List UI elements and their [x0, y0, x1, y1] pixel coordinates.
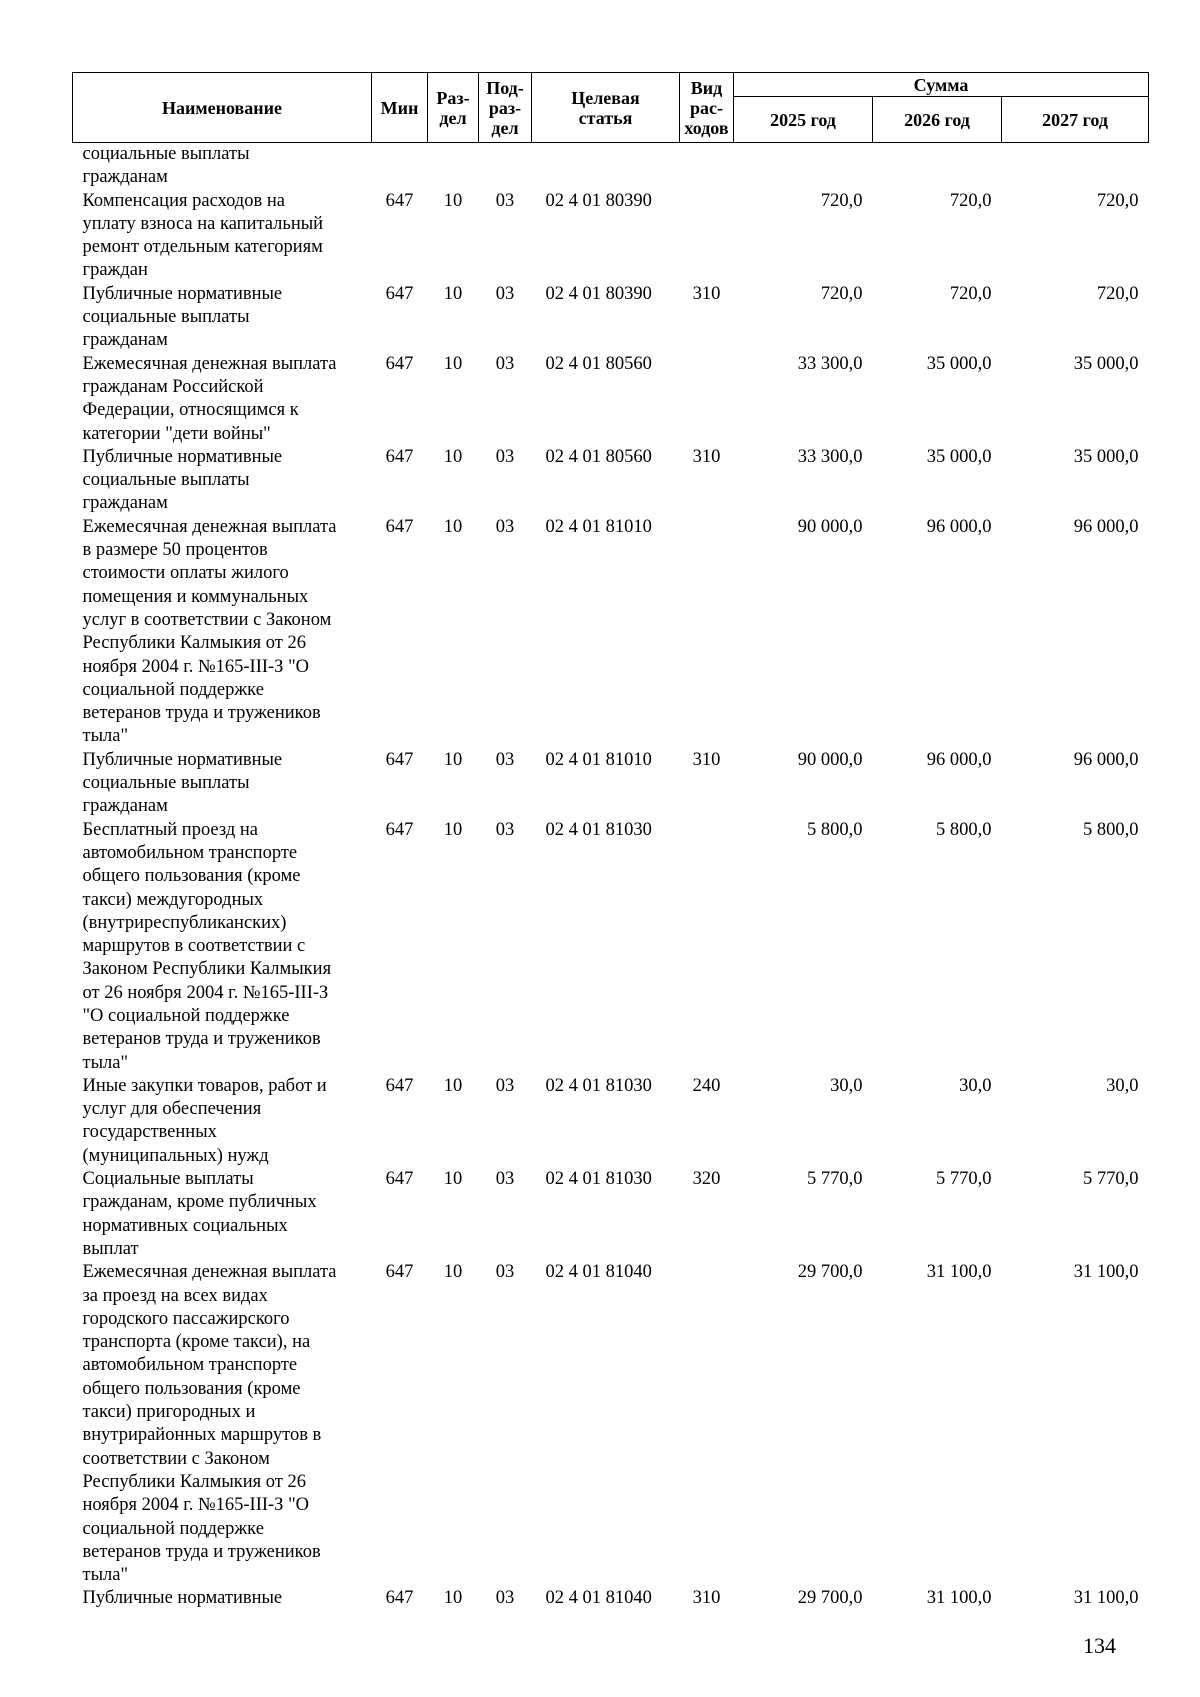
name-cell — [73, 749, 372, 819]
min-cell: 647 — [385, 819, 414, 840]
name-line: гражданам, кроме публичных — [82, 1192, 317, 1213]
name-line: такси) пригородных и — [82, 1402, 256, 1423]
vid-cell — [680, 143, 734, 190]
table-row — [73, 283, 1149, 353]
sum-2026-cell: 30,0 — [959, 1075, 992, 1096]
name-line: Республики Калмыкия от 26 — [82, 633, 307, 654]
sum-2026-cell: 31 100,0 — [926, 1588, 992, 1609]
min-cell: 647 — [385, 283, 414, 304]
name-line: городского пассажирского — [82, 1308, 290, 1329]
header-name: Наименование — [73, 73, 372, 143]
vid-cell — [680, 516, 734, 749]
name-line: (внутриреспубликанских) — [82, 912, 287, 933]
name-line: социальные выплаты — [82, 307, 250, 328]
name-cell — [73, 516, 372, 749]
target-cell: 02 4 01 81010 — [545, 749, 652, 770]
name-line: автомобильном транспорте — [82, 1355, 298, 1376]
name-line: государственных — [82, 1122, 217, 1143]
name-line: услуг для обеспечения — [82, 1099, 262, 1120]
vid-cell — [680, 819, 734, 1075]
sum-2026-cell: 720,0 — [949, 283, 992, 304]
name-cell — [73, 1168, 372, 1261]
podrazdel-cell: 03 — [495, 1262, 515, 1283]
budget-table — [72, 72, 1149, 1611]
podrazdel-cell: 03 — [495, 516, 515, 537]
target-cell: 02 4 01 81030 — [545, 1169, 652, 1190]
vid-cell: 240 — [692, 1075, 721, 1096]
razdel-cell — [428, 143, 479, 190]
page-number: 134 — [1083, 1633, 1116, 1658]
target-cell — [532, 143, 680, 190]
name-line: ноября 2004 г. №165-III-З "О — [82, 1495, 309, 1516]
name-cell — [73, 143, 372, 190]
podrazdel-cell: 03 — [495, 353, 515, 374]
name-line: ветеранов труда и тружеников — [82, 703, 321, 724]
table-row — [73, 819, 1149, 1075]
name-line: за проезд на всех видах — [82, 1285, 268, 1306]
name-line: тыла" — [82, 1052, 129, 1073]
sum-2026-cell: 5 800,0 — [936, 819, 992, 840]
target-cell: 02 4 01 81010 — [545, 516, 652, 537]
name-line: автомобильном транспорте — [82, 842, 298, 863]
name-line: Ежемесячная денежная выплата — [82, 516, 337, 537]
name-line: категории "дети войны" — [82, 423, 271, 444]
sum-2025-cell: 33 300,0 — [797, 353, 863, 374]
table-row — [73, 516, 1149, 749]
sum-2026-cell: 720,0 — [949, 190, 992, 211]
razdel-cell: 10 — [443, 1075, 463, 1096]
razdel-cell: 10 — [443, 1262, 463, 1283]
target-cell: 02 4 01 81030 — [545, 819, 652, 840]
vid-cell: 310 — [692, 446, 721, 467]
razdel-cell: 10 — [443, 819, 463, 840]
sum-2027-cell: 35 000,0 — [1073, 353, 1139, 374]
name-line: Законом Республики Калмыкия — [82, 959, 332, 980]
sum-2025-cell: 33 300,0 — [797, 446, 863, 467]
name-line: ветеранов труда и тружеников — [82, 1541, 321, 1562]
name-line: гражданам — [82, 796, 168, 817]
min-cell: 647 — [385, 516, 414, 537]
podrazdel-cell: 03 — [495, 749, 515, 770]
name-line: Ежемесячная денежная выплата — [82, 1262, 337, 1283]
sum-2026-cell — [873, 143, 1002, 190]
name-cell — [73, 190, 372, 283]
target-cell: 02 4 01 80560 — [545, 446, 652, 467]
razdel-cell: 10 — [443, 446, 463, 467]
min-cell — [372, 143, 428, 190]
name-line: Публичные нормативные — [82, 446, 283, 467]
name-cell — [73, 353, 372, 446]
sum-2025-cell: 5 800,0 — [807, 819, 863, 840]
sum-2027-cell: 720,0 — [1096, 190, 1139, 211]
header-podrazdel: Под- раз- дел — [479, 73, 532, 143]
header-min: Мин — [372, 73, 428, 143]
name-line: от 26 ноября 2004 г. №165-III-З — [82, 982, 329, 1003]
name-line: социальные выплаты — [82, 470, 250, 491]
header-summa: Сумма — [734, 73, 1149, 97]
vid-cell — [680, 1261, 734, 1587]
podrazdel-cell: 03 — [495, 283, 515, 304]
table-row — [73, 1261, 1149, 1587]
name-line: Публичные нормативные — [82, 1588, 283, 1609]
name-line: Публичные нормативные — [82, 283, 283, 304]
name-line: уплату взноса на капитальный — [82, 213, 324, 234]
name-line: ветеранов труда и тружеников — [82, 1029, 321, 1050]
name-line: социальные выплаты — [82, 773, 250, 794]
min-cell: 647 — [385, 1262, 414, 1283]
table-row — [73, 1587, 1149, 1610]
target-cell: 02 4 01 81030 — [545, 1075, 652, 1096]
podrazdel-cell — [479, 143, 532, 190]
sum-2026-cell: 31 100,0 — [926, 1262, 992, 1283]
sum-2025-cell: 29 700,0 — [797, 1262, 863, 1283]
min-cell: 647 — [385, 1075, 414, 1096]
table-row — [73, 749, 1149, 819]
sum-2026-cell: 96 000,0 — [926, 516, 992, 537]
name-line: гражданам — [82, 330, 168, 351]
sum-2025-cell — [734, 143, 873, 190]
razdel-cell: 10 — [443, 353, 463, 374]
name-cell — [73, 446, 372, 516]
sum-2026-cell: 5 770,0 — [936, 1169, 992, 1190]
min-cell: 647 — [385, 190, 414, 211]
name-line: выплат — [82, 1238, 139, 1259]
name-line: Республики Калмыкия от 26 — [82, 1471, 307, 1492]
min-cell: 647 — [385, 1588, 414, 1609]
name-line: внутрирайонных маршрутов в — [82, 1425, 322, 1446]
name-line: стоимости оплаты жилого — [82, 563, 289, 584]
name-line: ноября 2004 г. №165-III-З "О — [82, 656, 309, 677]
table-header — [73, 73, 1149, 143]
name-line: Ежемесячная денежная выплата — [82, 353, 337, 374]
name-cell — [73, 283, 372, 353]
sum-2027-cell: 5 800,0 — [1083, 819, 1139, 840]
sum-2027-cell — [1002, 143, 1149, 190]
razdel-cell: 10 — [443, 283, 463, 304]
razdel-cell: 10 — [443, 516, 463, 537]
name-line: Бесплатный проезд на — [82, 819, 258, 840]
name-line: такси) междугородных — [82, 889, 264, 910]
podrazdel-cell: 03 — [495, 1588, 515, 1609]
target-cell: 02 4 01 81040 — [545, 1262, 652, 1283]
name-cell — [73, 1075, 372, 1168]
sum-2025-cell: 5 770,0 — [807, 1169, 863, 1190]
table-row — [73, 353, 1149, 446]
name-line: нормативных социальных — [82, 1215, 288, 1236]
name-line: социальной поддержке — [82, 1518, 264, 1539]
table-row — [73, 446, 1149, 516]
sum-2026-cell: 35 000,0 — [926, 353, 992, 374]
name-line: социальные выплаты — [82, 144, 250, 164]
vid-cell: 310 — [692, 749, 721, 770]
sum-2027-cell: 720,0 — [1096, 283, 1139, 304]
vid-cell: 320 — [692, 1169, 721, 1190]
vid-cell: 310 — [692, 1588, 721, 1609]
name-line: граждан — [82, 260, 148, 281]
vid-cell — [680, 190, 734, 283]
name-line: Социальные выплаты — [82, 1169, 254, 1190]
header-razdel: Раз- дел — [428, 73, 479, 143]
sum-2026-cell: 96 000,0 — [926, 749, 992, 770]
name-line: Федерации, относящимся к — [82, 400, 299, 421]
target-cell: 02 4 01 80390 — [545, 283, 652, 304]
podrazdel-cell: 03 — [495, 446, 515, 467]
name-line: общего пользования (кроме — [82, 1378, 301, 1399]
podrazdel-cell: 03 — [495, 819, 515, 840]
name-line: в размере 50 процентов — [82, 540, 268, 561]
header-2027: 2027 год — [1002, 97, 1149, 143]
target-cell: 02 4 01 80390 — [545, 190, 652, 211]
name-cell — [73, 1261, 372, 1587]
sum-2025-cell: 90 000,0 — [797, 749, 863, 770]
name-line: тыла" — [82, 1565, 129, 1586]
razdel-cell: 10 — [443, 1588, 463, 1609]
sum-2025-cell: 30,0 — [830, 1075, 863, 1096]
header-vid: Вид рас- ходов — [680, 73, 734, 143]
name-cell — [73, 819, 372, 1075]
sum-2025-cell: 720,0 — [820, 190, 863, 211]
name-line: соответствии с Законом — [82, 1448, 270, 1469]
sum-2025-cell: 720,0 — [820, 283, 863, 304]
min-cell: 647 — [385, 446, 414, 467]
name-line: гражданам Российской — [82, 376, 264, 397]
table-body — [73, 143, 1149, 1611]
name-line: Публичные нормативные — [82, 749, 283, 770]
sum-2025-cell: 90 000,0 — [797, 516, 863, 537]
target-cell: 02 4 01 80560 — [545, 353, 652, 374]
table-row — [73, 1168, 1149, 1261]
sum-2026-cell: 35 000,0 — [926, 446, 992, 467]
name-line: Компенсация расходов на — [82, 190, 285, 211]
min-cell: 647 — [385, 353, 414, 374]
table-row — [73, 190, 1149, 283]
header-target: Целевая статья — [532, 73, 680, 143]
razdel-cell: 10 — [443, 749, 463, 770]
name-line: услуг в соответствии с Законом — [82, 609, 332, 630]
header-2025: 2025 год — [734, 97, 873, 143]
podrazdel-cell: 03 — [495, 190, 515, 211]
name-line: гражданам — [82, 493, 168, 514]
vid-cell: 310 — [692, 283, 721, 304]
podrazdel-cell: 03 — [495, 1075, 515, 1096]
vid-cell — [680, 353, 734, 446]
name-line: транспорта (кроме такси), на — [82, 1332, 311, 1353]
min-cell: 647 — [385, 1169, 414, 1190]
sum-2027-cell: 31 100,0 — [1073, 1262, 1139, 1283]
min-cell: 647 — [385, 749, 414, 770]
sum-2027-cell: 96 000,0 — [1073, 749, 1139, 770]
table-row — [73, 1075, 1149, 1168]
name-line: тыла" — [82, 726, 129, 747]
header-2026: 2026 год — [873, 97, 1002, 143]
name-line: (муниципальных) нужд — [82, 1145, 269, 1166]
sum-2027-cell: 96 000,0 — [1073, 516, 1139, 537]
sum-2027-cell: 35 000,0 — [1073, 446, 1139, 467]
budget-table-page — [72, 72, 1148, 1611]
target-cell: 02 4 01 81040 — [545, 1588, 652, 1609]
name-line: маршрутов в соответствии с — [82, 936, 306, 957]
table-row — [73, 143, 1149, 190]
sum-2025-cell: 29 700,0 — [797, 1588, 863, 1609]
podrazdel-cell: 03 — [495, 1169, 515, 1190]
name-line: общего пользования (кроме — [82, 866, 301, 887]
razdel-cell: 10 — [443, 1169, 463, 1190]
sum-2027-cell: 5 770,0 — [1083, 1169, 1139, 1190]
name-line: "О социальной поддержке — [82, 1005, 290, 1026]
sum-2027-cell: 31 100,0 — [1073, 1588, 1139, 1609]
name-line: гражданам — [82, 167, 168, 188]
name-line: социальной поддержке — [82, 679, 264, 700]
sum-2027-cell: 30,0 — [1106, 1075, 1139, 1096]
name-line: ремонт отдельным категориям — [82, 237, 323, 258]
name-line: помещения и коммунальных — [82, 586, 309, 607]
name-line: Иные закупки товаров, работ и — [82, 1075, 327, 1096]
name-cell — [73, 1587, 372, 1610]
razdel-cell: 10 — [443, 190, 463, 211]
